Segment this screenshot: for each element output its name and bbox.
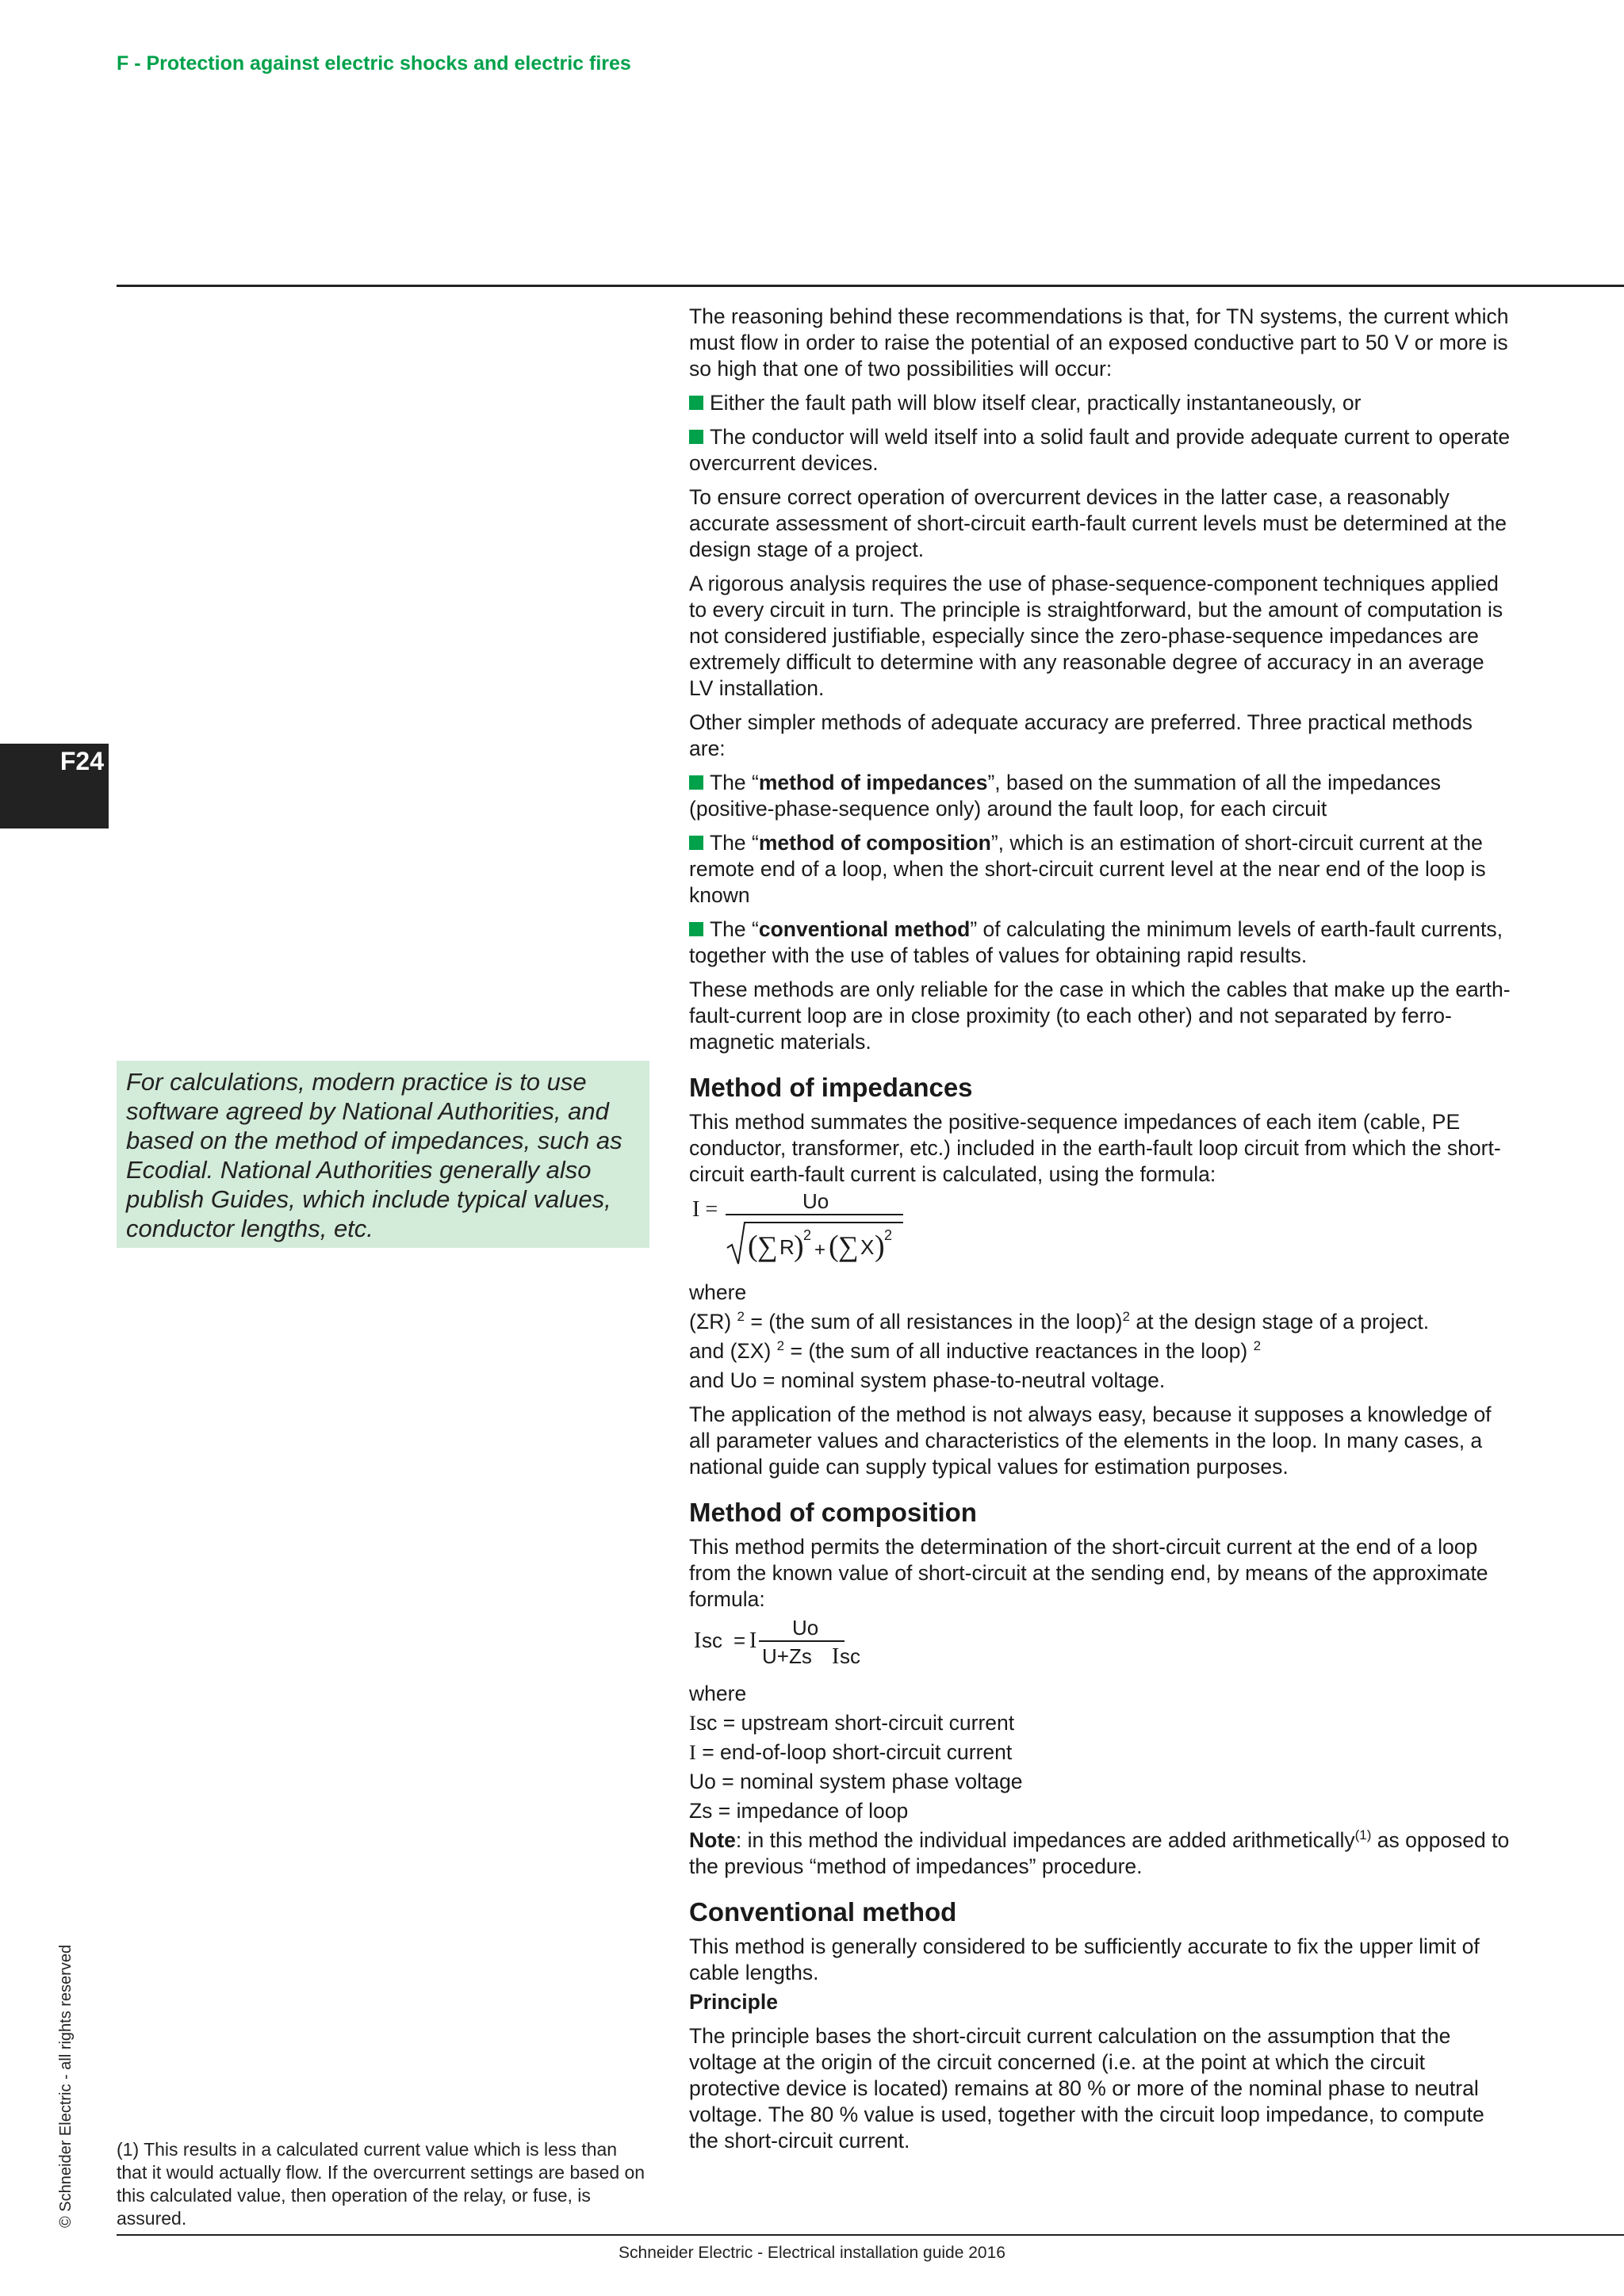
formula-denominator: sc [840,1644,860,1668]
formula-r: R [779,1235,795,1259]
section-heading-impedances: Method of impedances [689,1073,973,1102]
where-line: Uo = nominal system phase voltage [689,1770,1023,1793]
impedance-formula [689,1191,1514,1270]
bullet-square-icon [689,430,703,444]
where-term: I [689,1711,696,1735]
svg-text:): ) [875,1230,885,1263]
formula-numerator: Uo [802,1191,829,1213]
impedance-formula-graphic [689,1191,927,1270]
paragraph: This method summates the positive-sequence impedances of each item (cable, PE conductor, transformer, etc.) included in the earth-fault loop circuit from which the short-circuit earth-fault current is calculated, using the formula: [689,1110,1501,1186]
where-label: where [689,1280,747,1304]
where-term: I [689,1740,696,1764]
formula-x: X [860,1235,875,1259]
note-text: as opposed to the previous “method of impedances” procedure. [689,1828,1510,1878]
where-line: and Uo = nominal system phase-to-neutral voltage. [689,1368,1166,1392]
formula-denominator: U+Zs [762,1644,812,1668]
method-name: conventional method [758,917,971,941]
footnote: (1) This results in a calculated current value which is less than that it would actually flow. If the overcurrent settings are based on this calculated value, then operation of the relay, or fuse, is assured. [117,2139,645,2229]
bullet-text: The “ [710,771,759,794]
sigma-symbol: ∑ [838,1230,859,1262]
where-label: where [689,1682,747,1705]
svg-text:): ) [794,1230,804,1263]
method-bullet [689,830,1514,909]
formula-i: I [749,1628,757,1653]
where-text: = (the sum of all resistances in the loop) [745,1310,1123,1334]
formula-equals: = [733,1628,746,1652]
bullet-text: Either the fault path will blow itself clear, practically instantaneously, or [710,391,1362,415]
bullet-square-icon [689,775,703,790]
superscript: 2 [1122,1309,1130,1325]
where-text: = (the sum of all inductive reactances in the loop) [784,1339,1248,1363]
paragraph: This method is generally considered to be sufficiently accurate to fix the upper limit of cable lengths. [689,1934,1480,1984]
bullet-text: ”, which is an estimation of short-circuit current at the remote end of a loop, when the short-circuit current level at the near end of the loop is known [689,831,1486,907]
formula-lhs: I [694,1628,702,1653]
formula-lhs: sc [702,1628,722,1652]
bullet-text: The “ [710,831,759,855]
formula-numerator: Uo [792,1616,819,1640]
page-header-title: F - Protection against electric shocks and electric fires [117,52,631,75]
page-number-tab [0,744,109,828]
bullet-item [689,390,1514,416]
where-term: and (ΣX) [689,1339,772,1363]
formula-lhs: I = [692,1197,718,1222]
superscript: 2 [776,1338,785,1354]
page-footer: Schneider Electric - Electrical installation guide 2016 [619,2244,1005,2262]
where-line [689,1338,1514,1364]
top-divider [117,285,1624,287]
paragraph: A rigorous analysis requires the use of phase-sequence-component techniques applied to every circuit in turn. The principle is straightforward, but the amount of computation is not considered justifiable, especially since the zero-phase-sequence impedances are extremely difficult to determine with any reasonable degree of accuracy in an average LV installation. [689,572,1503,700]
bullet-square-icon [689,922,703,936]
callout-box: For calculations, modern practice is to use software agreed by National Authorities, and based on the method of impedances, such as Ecodial. National Authorities generally also publish Guides, which include typical values, conductor lengths, etc. [117,1061,649,1248]
where-text: at the design stage of a project. [1129,1310,1430,1334]
paragraph: The application of the method is not always easy, because it supposes a knowledge of all parameter values and characteristics of the elements in the loop. In many cases, a national guide can supply typical values for estimation purposes. [689,1402,1492,1479]
note-paragraph [689,1827,1514,1880]
where-text: = end-of-loop short-circuit current [695,1740,1013,1764]
formula-exponent: 2 [803,1227,812,1243]
note-text: : in this method the individual impedances are added arithmetically [735,1828,1355,1852]
svg-text:(: ( [829,1230,839,1263]
where-line [689,1710,1514,1736]
bullet-item [689,424,1514,476]
composition-formula-graphic [689,1616,895,1671]
bullet-text: The “ [710,917,759,941]
paragraph: Other simpler methods of adequate accuracy are preferred. Three practical methods are: [689,710,1473,760]
note-label: Note [689,1828,736,1852]
formula-exponent: 2 [884,1227,893,1243]
paragraph: This method permits the determination of the short-circuit current at the end of a loop from the known value of short-circuit at the sending end, by means of the approximate formula: [689,1535,1488,1611]
method-name: method of composition [758,831,991,855]
composition-formula [689,1616,1514,1671]
main-column [689,304,1514,2162]
method-bullet [689,916,1514,969]
page-number-label: F24 [59,747,104,775]
superscript: 2 [1253,1338,1262,1354]
paragraph: These methods are only reliable for the case in which the cables that make up the earth-fault-current loop are in close proximity (to each other) and not separated by ferro-magnetic materials. [689,978,1511,1054]
bullet-text: The conductor will weld itself into a solid fault and provide adequate current to operate overcurrent devices. [689,425,1511,475]
paragraph: The principle bases the short-circuit current calculation on the assumption that the voltage at the origin of the circuit concerned (i.e. at the point at which the circuit protective device is located) remains at 80 % or more of the nominal phase to neutral voltage. The 80 % value is used, together with the circuit loop impedance, to compute the short-circuit current. [689,2024,1484,2152]
section-heading-conventional: Conventional method [689,1897,957,1927]
paragraph: To ensure correct operation of overcurrent devices in the latter case, a reasonably accurate assessment of short-circuit earth-fault current levels must be determined at the design stage of a project. [689,485,1507,561]
formula-plus: + [814,1239,826,1261]
intro-paragraph: The reasoning behind these recommendations is that, for TN systems, the current which must flow in order to raise the potential of an exposed conductive part to 50 V or more is so high that one of two possibilities will occur: [689,304,1509,381]
where-line [689,1739,1514,1766]
bottom-divider [117,2234,1624,2236]
svg-text:(: ( [748,1230,758,1263]
superscript: 2 [737,1309,745,1325]
bullet-square-icon [689,836,703,850]
footnote-ref: (1) [1354,1827,1372,1843]
subheading-principle: Principle [689,1990,778,2014]
section-heading-composition: Method of composition [689,1498,977,1527]
bullet-square-icon [689,396,703,410]
copyright-notice: © Schneider Electric - all rights reserved [57,1944,75,2228]
where-line [689,1309,1514,1335]
formula-denominator: I [832,1644,840,1669]
sigma-symbol: ∑ [757,1230,778,1262]
where-term: (ΣR) [689,1310,732,1334]
where-line: Zs = impedance of loop [689,1799,909,1823]
method-name: method of impedances [758,771,988,794]
bullet-text: ”, based on the summation of all the impedances (positive-phase-sequence only) around the fault loop, for each circuit [689,771,1442,821]
where-text: sc = upstream short-circuit current [695,1711,1015,1735]
method-bullet [689,770,1514,822]
bullet-text: ” of calculating the minimum levels of earth-fault currents, together with the use of tables of values for obtaining rapid results. [689,917,1503,967]
